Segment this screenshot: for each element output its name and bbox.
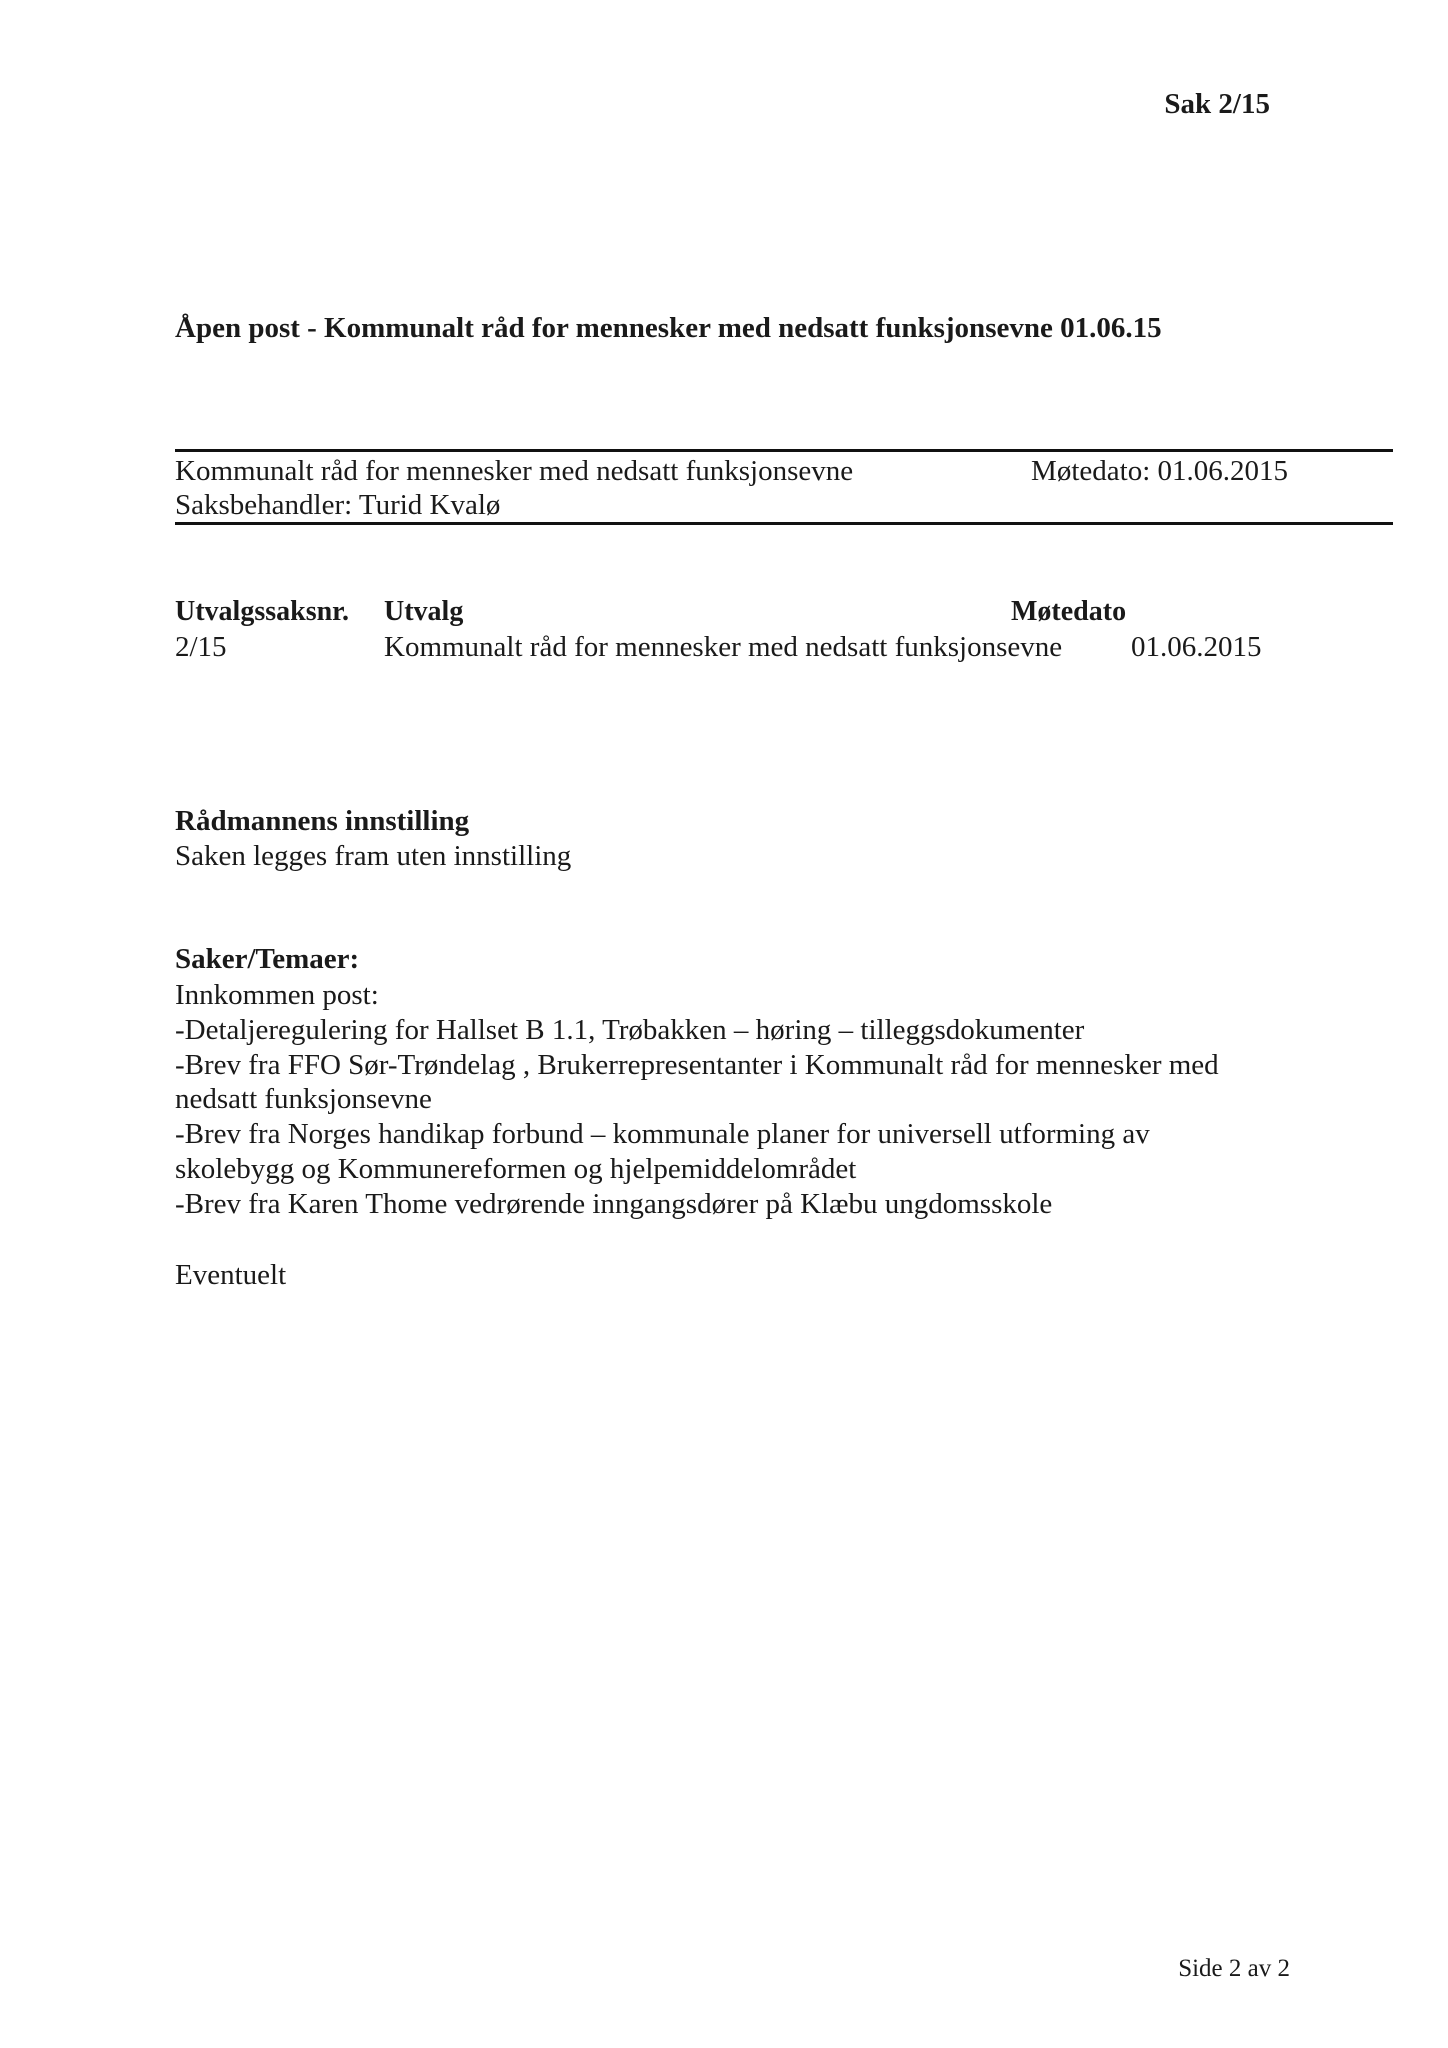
topics-line: skolebygg og Kommunereformen og hjelpemiddelområdet — [175, 1152, 857, 1185]
header-bottom-rule — [175, 522, 1393, 525]
header-meeting-date: Møtedato: 01.06.2015 — [1031, 455, 1288, 487]
table-header-committee: Utvalg — [384, 596, 464, 627]
topics-line: -Brev fra Norges handikap forbund – kommunale planer for universell utforming av — [175, 1118, 1150, 1151]
header-caseworker: Saksbehandler: Turid Kvalø — [175, 489, 501, 521]
recommendation-heading: Rådmannens innstilling — [175, 805, 470, 837]
case-number-label: Sak 2/15 — [1164, 88, 1270, 120]
document-title: Åpen post - Kommunalt råd for mennesker med nedsatt funksjonsevne 01.06.15 — [175, 312, 1162, 344]
topics-line: -Brev fra FFO Sør-Trøndelag , Brukerrepresentanter i Kommunalt råd for mennesker med — [175, 1048, 1219, 1081]
table-header-case-number: Utvalgssaksnr. — [175, 596, 350, 627]
header-committee-name: Kommunalt råd for mennesker med nedsatt funksjonsevne — [175, 455, 854, 487]
page-number-footer: Side 2 av 2 — [1178, 1955, 1290, 1982]
topics-heading: Saker/Temaer: — [175, 943, 360, 975]
topics-line: -Detaljeregulering for Hallset B 1.1, Trøbakken – høring – tilleggsdokumenter — [175, 1013, 1085, 1046]
topics-list — [175, 978, 1219, 1222]
topics-line: nedsatt funksjonsevne — [175, 1083, 432, 1116]
table-cell-case-number: 2/15 — [175, 631, 227, 663]
topics-line: -Brev fra Karen Thome vedrørende inngangsdører på Klæbu ungdomsskole — [175, 1187, 1053, 1220]
table-header-meeting-date: Møtedato — [1011, 596, 1127, 627]
misc-item: Eventuelt — [175, 1259, 287, 1291]
table-cell-meeting-date: 01.06.2015 — [1131, 631, 1262, 663]
header-top-rule — [175, 449, 1393, 452]
topics-line: Innkommen post: — [175, 979, 379, 1011]
table-cell-committee: Kommunalt råd for mennesker med nedsatt funksjonsevne — [384, 631, 1063, 663]
recommendation-text: Saken legges fram uten innstilling — [175, 840, 572, 872]
